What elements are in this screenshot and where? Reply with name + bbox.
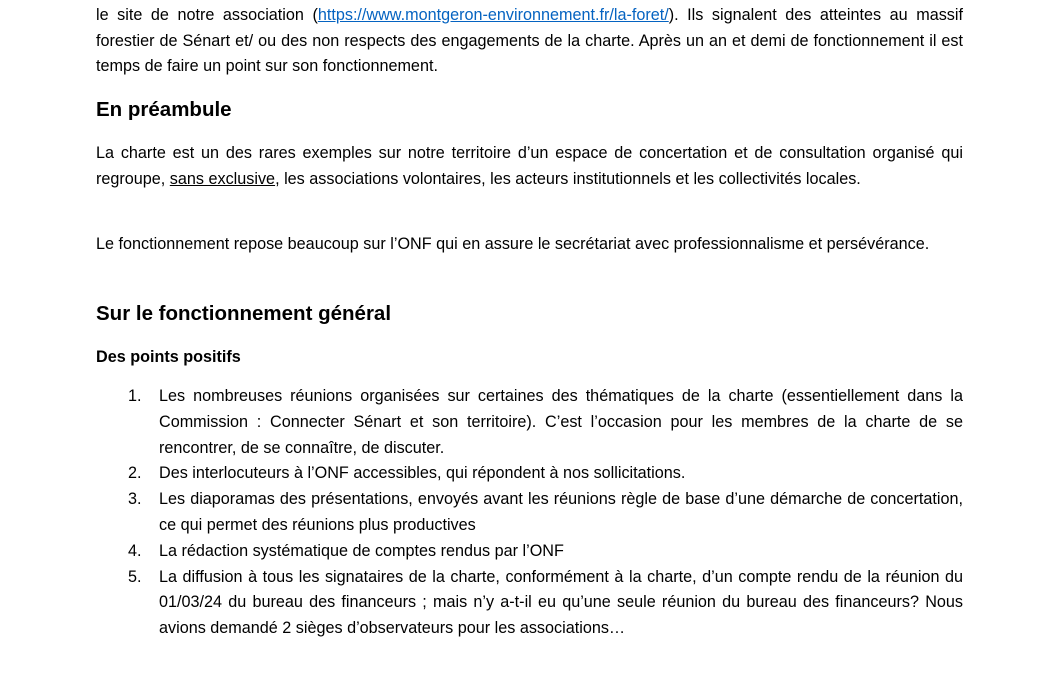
heading-fonctionnement-general: Sur le fonctionnement général <box>96 302 392 325</box>
list-item-text: La diffusion à tous les signataires de la charte, conformément à la charte, d’un compte rendu de la réunion du 01/03/24 du bureau des financeurs ; mais n’y a-t-il eu qu’une seule réunion du bureau des financeurs? Nous avions demandé 2 sièges d’observateurs pour les associations… <box>159 567 963 638</box>
preambule-paragraph-2: Le fonctionnement repose beaucoup sur l’ONF qui en assure le secrétariat avec professionnalisme et persévérance. <box>96 235 930 253</box>
preambule-paragraph-1 <box>96 141 963 192</box>
subheading-points-positifs: Des points positifs <box>96 348 241 366</box>
preambule-p1-underlined: sans exclusive <box>169 169 276 188</box>
intro-paragraph <box>96 3 963 80</box>
list-item-number: 3. <box>128 490 142 509</box>
list-item <box>96 565 963 642</box>
list-item-text: Les nombreuses réunions organisées sur certaines des thématiques de la charte (essentiellement dans la Commission : Connecter Sénart et son territoire). C’est l’occasion pour les membres de la charte de se rencontrer, de se connaître, de discuter. <box>159 387 963 457</box>
list-item-text: Des interlocuteurs à l’ONF accessibles, qui répondent à nos sollicitations. <box>159 464 686 483</box>
heading-preambule: En préambule <box>96 98 232 121</box>
intro-text-before-link: le site de notre association ( <box>96 6 318 24</box>
list-item <box>96 384 963 461</box>
list-item-text: Les diaporamas des présentations, envoyés avant les réunions règle de base d’une démarche de concertation, ce qui permet des réunions plus productives <box>159 490 963 534</box>
list-item-number: 1. <box>128 387 142 405</box>
list-item-text: La rédaction systématique de comptes rendus par l’ONF <box>159 541 564 560</box>
list-item <box>96 461 963 487</box>
list-item-number: 5. <box>128 567 142 586</box>
list-item <box>96 487 963 539</box>
positive-points-list <box>96 384 963 642</box>
list-item <box>96 539 963 565</box>
list-item-number: 4. <box>128 541 142 560</box>
intro-text-after-link: ). Ils signalent des atteintes au massif forestier de Sénart et/ ou des non respects des engagements de la charte. Après un an et demi de fonctionnement il est temps de faire un point sur son fonctionnement. <box>96 6 963 75</box>
preambule-p1-before: La charte est un des rares exemples sur notre territoire d’un espace de concertation et de consultation organisé qui regroupe, <box>96 144 963 188</box>
list-item-number: 2. <box>128 464 142 483</box>
preambule-p1-after: , les associations volontaires, les acteurs institutionnels et les collectivités locales. <box>275 169 861 188</box>
association-link[interactable]: https://www.montgeron-environnement.fr/la-foret/ <box>317 6 669 24</box>
